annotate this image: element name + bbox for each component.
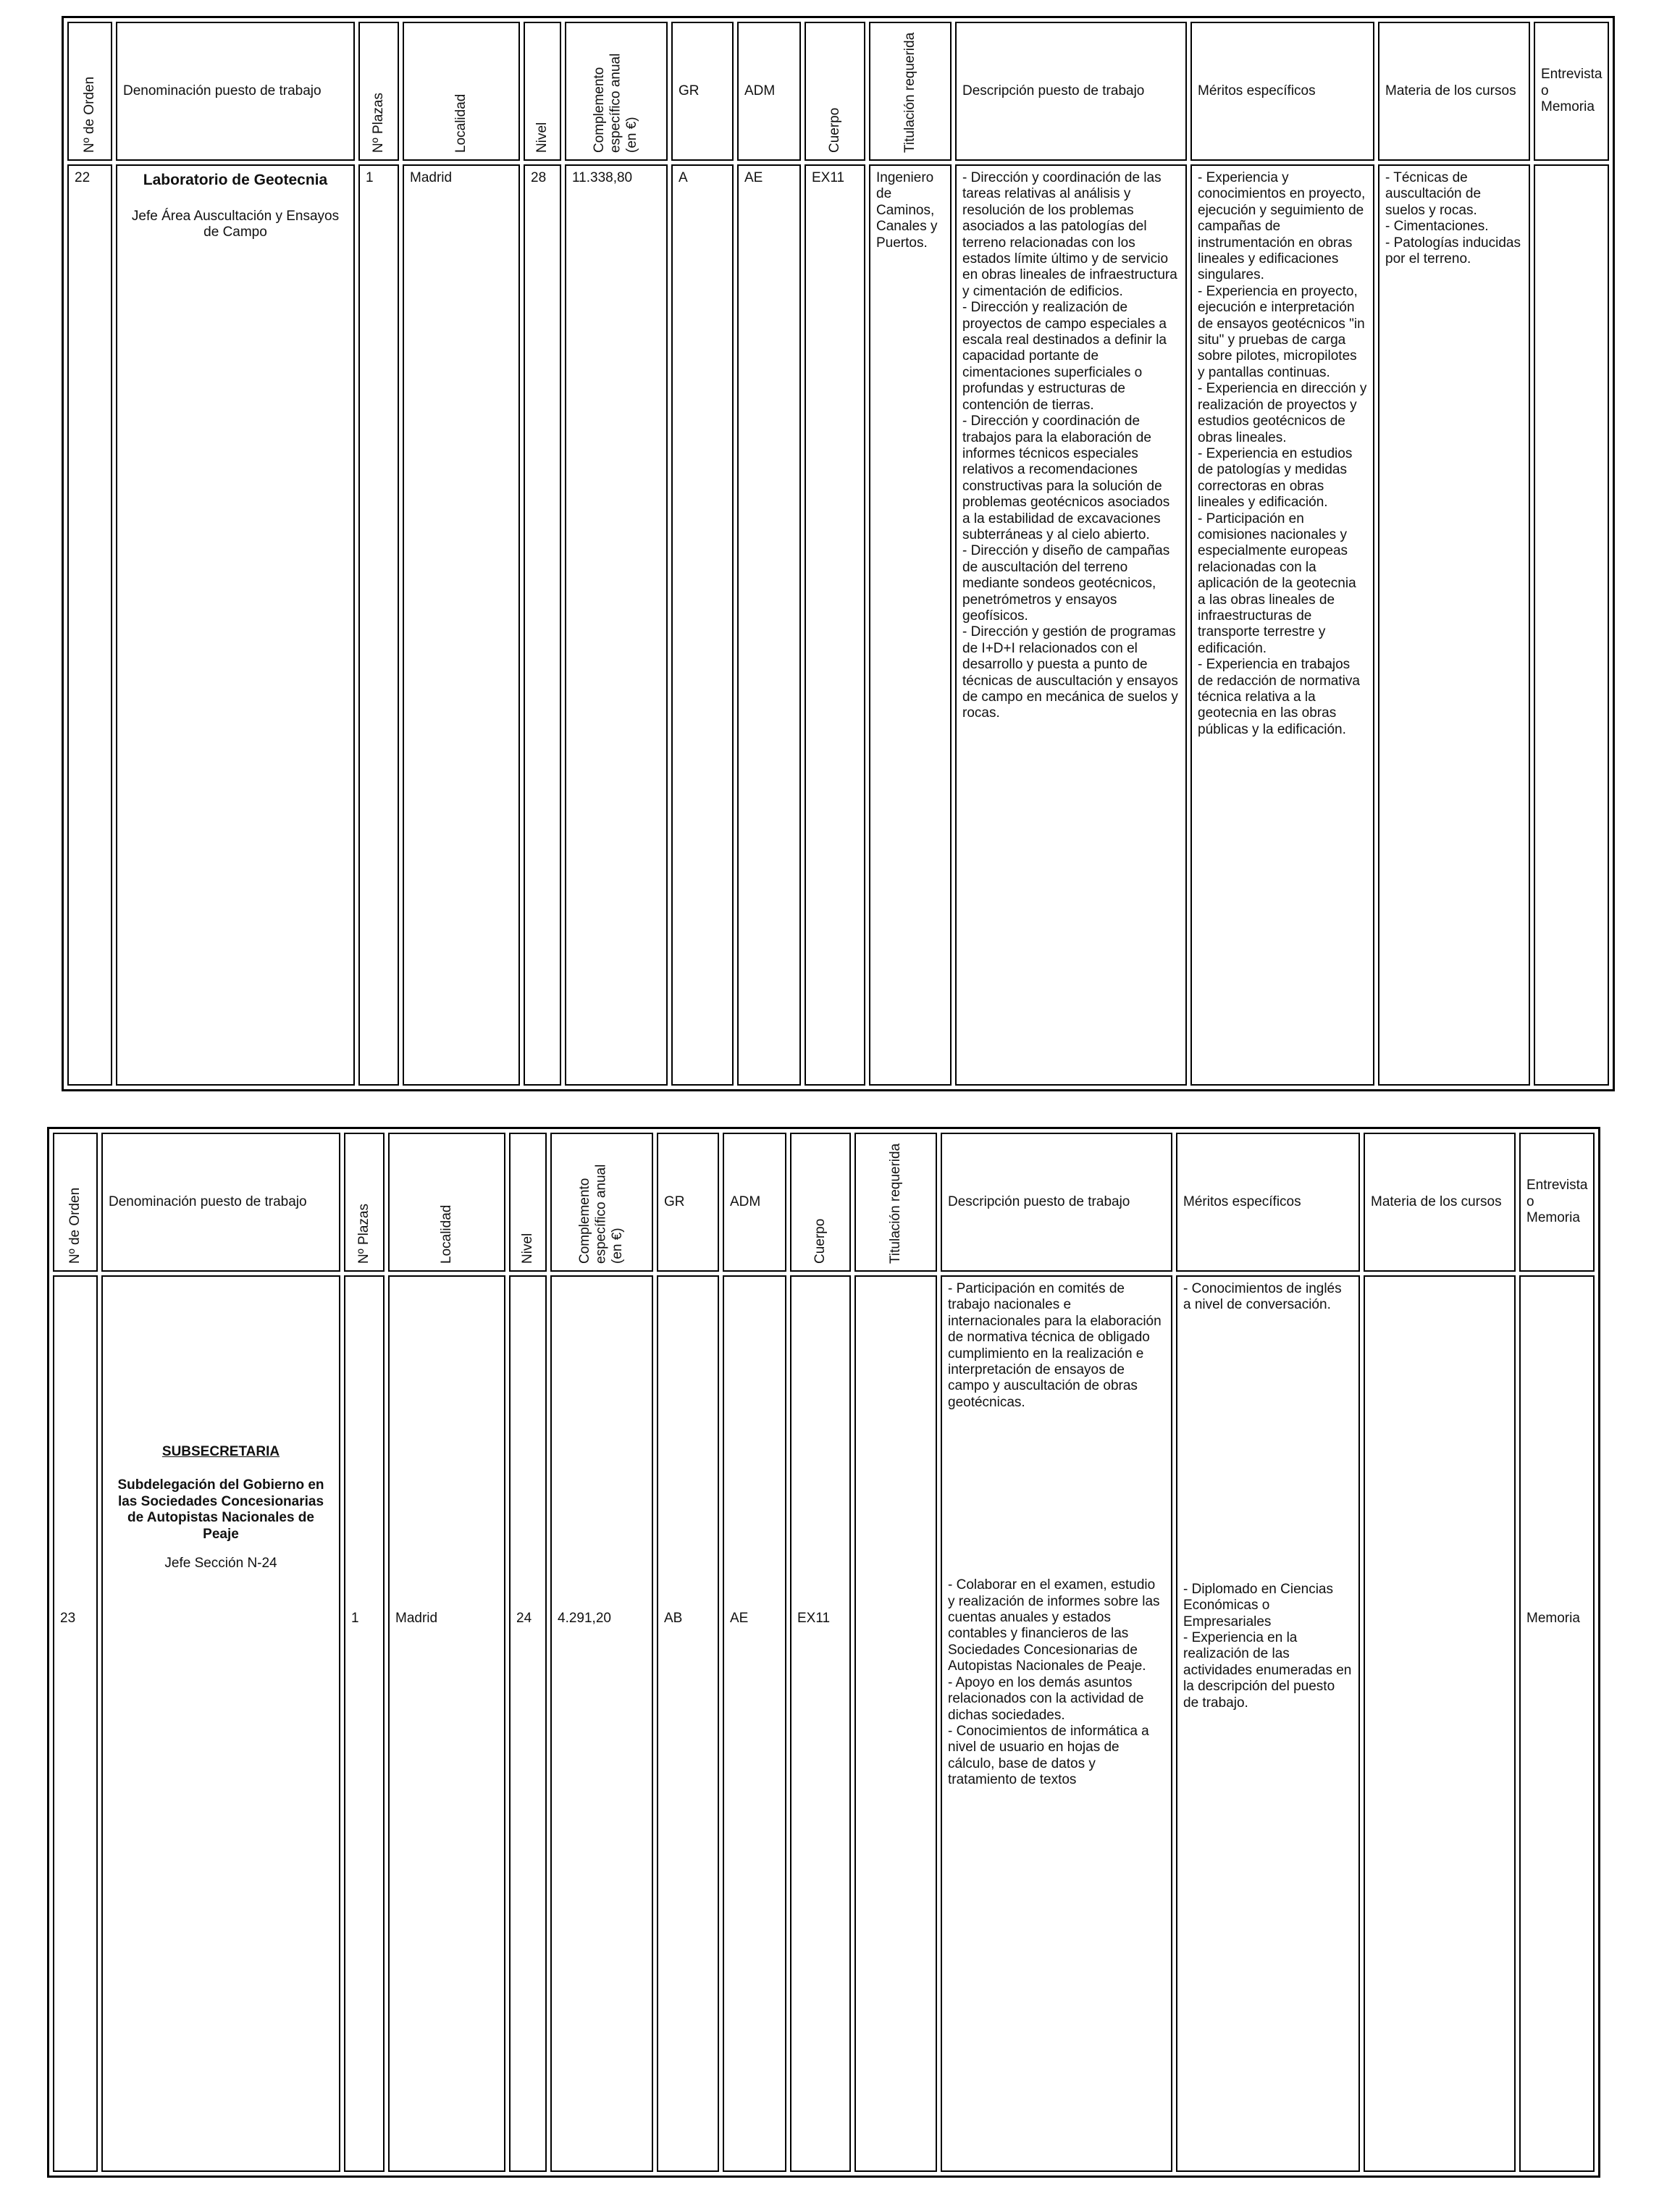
cell-entrevista bbox=[1519, 1275, 1595, 2172]
description-paragraph: - Dirección y realización de proyectos de campo especiales a escala real destinados a definir la capacidad portante de cimentaciones superficiales o profundas y estructuras de contención de tierras. bbox=[962, 300, 1167, 413]
col-header-orden-label: Nº de Orden bbox=[81, 76, 97, 153]
col-header-titulacion-label: Titulación requerida bbox=[902, 32, 917, 153]
col-header-descripcion: Descripción puesto de trabajo bbox=[955, 22, 1187, 161]
job-table-1 bbox=[62, 16, 1615, 1091]
col-header-complemento bbox=[550, 1133, 653, 1272]
col-header-complemento bbox=[565, 22, 668, 161]
cell-materia bbox=[1364, 1275, 1516, 2172]
merit-paragraph: - Experiencia en proyecto, ejecución e interpretación de ensayos geotécnicos "in situ" y pruebas de carga sobre pilotes, micropilotes y pantallas continuas. bbox=[1198, 283, 1365, 380]
cell-complemento bbox=[550, 1275, 653, 2172]
merit-paragraph: - Diplomado en Ciencias Económicas o Empresariales bbox=[1183, 1581, 1333, 1629]
col-header-plazas bbox=[344, 1133, 385, 1272]
section-title: SUBSECRETARIA bbox=[161, 1444, 280, 1459]
cell-materia bbox=[1378, 164, 1530, 1086]
merit-paragraph: - Experiencia y conocimientos en proyecto, ejecución y seguimiento de campañas de instrumentación en obras lineales y edificaciones singulares. bbox=[1198, 170, 1366, 283]
adm-value: AE bbox=[730, 1611, 749, 1626]
cuerpo-value: EX11 bbox=[797, 1611, 831, 1626]
col-header-gr: GR bbox=[671, 22, 734, 161]
cell-cuerpo bbox=[790, 1275, 851, 2172]
col-header-gr: GR bbox=[657, 1133, 719, 1272]
col-header-nivel bbox=[509, 1133, 547, 1272]
order-number: 23 bbox=[60, 1611, 76, 1626]
cell-meritos bbox=[1176, 1275, 1360, 2172]
col-header-orden bbox=[67, 22, 112, 161]
col-header-localidad-label: Localidad bbox=[453, 93, 469, 153]
cell-entrevista bbox=[1534, 164, 1609, 1086]
col-header-titulacion-label: Titulación requerida bbox=[887, 1143, 903, 1264]
table-row bbox=[67, 164, 1609, 1086]
merit-paragraph: - Experiencia en dirección y realización de proyectos y estudios geotécnicos de obras lineales. bbox=[1198, 381, 1367, 445]
col-header-plazas bbox=[358, 22, 399, 161]
col-header-adm: ADM bbox=[737, 22, 801, 161]
table-2-header-row bbox=[53, 1133, 1595, 1272]
col-header-cuerpo bbox=[790, 1133, 851, 1272]
table-1-header-row bbox=[67, 22, 1609, 161]
description-continuation: - Participación en comités de trabajo nacionales e internacionales para la elaboración de normativa técnica de obligado cumplimiento en la realización e interpretación de ensayos de campo y auscultación de obras geotécnicas. bbox=[948, 1281, 1162, 1410]
description-block bbox=[948, 1577, 1165, 1788]
col-header-titulacion bbox=[869, 22, 952, 161]
post-title: Jefe Sección N-24 bbox=[164, 1556, 277, 1572]
cell-orden bbox=[53, 1275, 98, 2172]
cell-denominacion bbox=[116, 164, 355, 1086]
col-header-meritos: Méritos específicos bbox=[1176, 1133, 1360, 1272]
cell-denominacion bbox=[101, 1275, 340, 2172]
description-paragraph: - Apoyo en los demás asuntos relacionados con la actividad de dichas sociedades. bbox=[948, 1674, 1144, 1723]
col-header-localidad bbox=[388, 1133, 505, 1272]
col-header-nivel-label: Nivel bbox=[534, 122, 550, 153]
col-header-cuerpo-label: Cuerpo bbox=[826, 107, 842, 153]
description-paragraph: - Dirección y coordinación de trabajos para la elaboración de informes técnicos especiales relativos a recomendaciones constructivas para la solución de problemas geotécnicos asociados a la estabilidad de excavaciones subterráneas y al cielo abierto. bbox=[962, 414, 1170, 542]
col-header-localidad bbox=[403, 22, 520, 161]
col-header-materia: Materia de los cursos bbox=[1378, 22, 1530, 161]
merit-continuation: - Conocimientos de inglés a nivel de conversación. bbox=[1183, 1281, 1342, 1313]
col-header-entrevista: Entrevista o Memoria bbox=[1534, 22, 1609, 161]
course-subject: - Técnicas de auscultación de suelos y rocas. bbox=[1385, 170, 1482, 218]
course-subject: - Cimentaciones. bbox=[1385, 219, 1489, 235]
description-paragraph: - Dirección y diseño de campañas de auscultación del terreno mediante sondeos geotécnicos, penetrómetros y ensayos geofísicos. bbox=[962, 543, 1170, 624]
col-header-plazas-label: Nº Plazas bbox=[356, 1204, 371, 1264]
merit-paragraph: - Participación en comisiones nacionales y especialmente europeas relacionadas con la aplicación de la geotecnia a las obras lineales de infraestructuras de transporte terrestre y edificación. bbox=[1198, 511, 1356, 656]
description-paragraph: - Dirección y coordinación de las tareas relativas al análisis y resolución de los problemas asociados a las patologías del terreno relacionadas con los estados límite último y de servicio en obras lineales de infraestructura y cimentación de edificios. bbox=[962, 170, 1177, 299]
nivel-value: 24 bbox=[516, 1611, 532, 1626]
col-header-cuerpo bbox=[805, 22, 865, 161]
merit-paragraph: - Experiencia en estudios de patologías y medidas correctoras en obras lineales y edificación. bbox=[1198, 445, 1353, 511]
col-header-descripcion: Descripción puesto de trabajo bbox=[941, 1133, 1172, 1272]
unit-title: Laboratorio de Geotecnia bbox=[143, 172, 328, 188]
col-header-orden bbox=[53, 1133, 98, 1272]
cell-nivel: 28 bbox=[524, 164, 561, 1086]
entrevista-value: Memoria bbox=[1526, 1611, 1580, 1626]
col-header-plazas-label: Nº Plazas bbox=[370, 93, 386, 153]
cell-plazas: 1 bbox=[358, 164, 399, 1086]
cell-orden: 22 bbox=[67, 164, 112, 1086]
cell-localidad: Madrid bbox=[403, 164, 520, 1086]
cell-localidad bbox=[388, 1275, 505, 2172]
description-paragraph: - Colaborar en el examen, estudio y realización de informes sobre las cuentas anuales y estados contables y financieros de las Sociedades Concesionarias de Autopistas Nacionales de Peaje. bbox=[948, 1577, 1160, 1674]
gr-value: AB bbox=[664, 1611, 683, 1626]
description-paragraph: - Conocimientos de informática a nivel de usuario en hojas de cálculo, base de datos y tratamiento de textos bbox=[948, 1723, 1149, 1788]
col-header-meritos: Méritos específicos bbox=[1190, 22, 1374, 161]
table-row bbox=[53, 1275, 1595, 2172]
merit-paragraph: - Experiencia en trabajos de redacción de normativa técnica relativa a la geotecnia en las obras públicas y la edificación. bbox=[1198, 657, 1360, 737]
col-header-localidad-label: Localidad bbox=[438, 1204, 454, 1264]
cell-titulacion: Ingeniero de Caminos, Canales y Puertos. bbox=[869, 164, 952, 1086]
cell-gr bbox=[657, 1275, 719, 2172]
col-header-complemento-label: Complemento específico anual (en €) bbox=[577, 1164, 626, 1264]
col-header-nivel bbox=[524, 22, 561, 161]
col-header-entrevista: Entrevista o Memoria bbox=[1519, 1133, 1595, 1272]
description-paragraph: - Dirección y gestión de programas de I+D+I relacionados con el desarrollo y puesta a punto de técnicas de auscultación y ensayos de campo en mecánica de suelos y rocas. bbox=[962, 624, 1178, 721]
plazas-value: 1 bbox=[351, 1611, 359, 1626]
job-table-2 bbox=[47, 1127, 1600, 2178]
col-header-nivel-label: Nivel bbox=[519, 1233, 535, 1264]
complemento-value: 4.291,20 bbox=[558, 1611, 611, 1626]
col-header-denominacion: Denominación puesto de trabajo bbox=[116, 22, 355, 161]
col-header-orden-label: Nº de Orden bbox=[67, 1187, 83, 1264]
cell-plazas bbox=[344, 1275, 385, 2172]
cell-adm bbox=[723, 1275, 786, 2172]
col-header-cuerpo-label: Cuerpo bbox=[812, 1218, 828, 1264]
localidad-value: Madrid bbox=[395, 1611, 438, 1626]
subsection-title: Subdelegación del Gobierno en las Sociedades Concesionarias de Autopistas Nacionales de Peaje bbox=[117, 1477, 324, 1542]
cell-descripcion bbox=[941, 1275, 1172, 2172]
merit-block bbox=[1183, 1582, 1353, 1711]
merit-paragraph: - Experiencia en la realización de las actividades enumeradas en la descripción del puesto de trabajo. bbox=[1183, 1630, 1352, 1711]
cell-cuerpo: EX11 bbox=[805, 164, 865, 1086]
cell-adm: AE bbox=[737, 164, 801, 1086]
post-title: Jefe Área Auscultación y Ensayos de Campo bbox=[131, 208, 340, 240]
col-header-adm: ADM bbox=[723, 1133, 786, 1272]
course-subject: - Patologías inducidas por el terreno. bbox=[1385, 235, 1521, 267]
cell-meritos bbox=[1190, 164, 1374, 1086]
col-header-materia: Materia de los cursos bbox=[1364, 1133, 1516, 1272]
cell-nivel bbox=[509, 1275, 547, 2172]
col-header-denominacion: Denominación puesto de trabajo bbox=[101, 1133, 340, 1272]
col-header-titulacion bbox=[854, 1133, 937, 1272]
cell-titulacion bbox=[854, 1275, 937, 2172]
col-header-complemento-label: Complemento específico anual (en €) bbox=[592, 53, 640, 153]
cell-complemento: 11.338,80 bbox=[565, 164, 668, 1086]
cell-gr: A bbox=[671, 164, 734, 1086]
cell-descripcion bbox=[955, 164, 1187, 1086]
